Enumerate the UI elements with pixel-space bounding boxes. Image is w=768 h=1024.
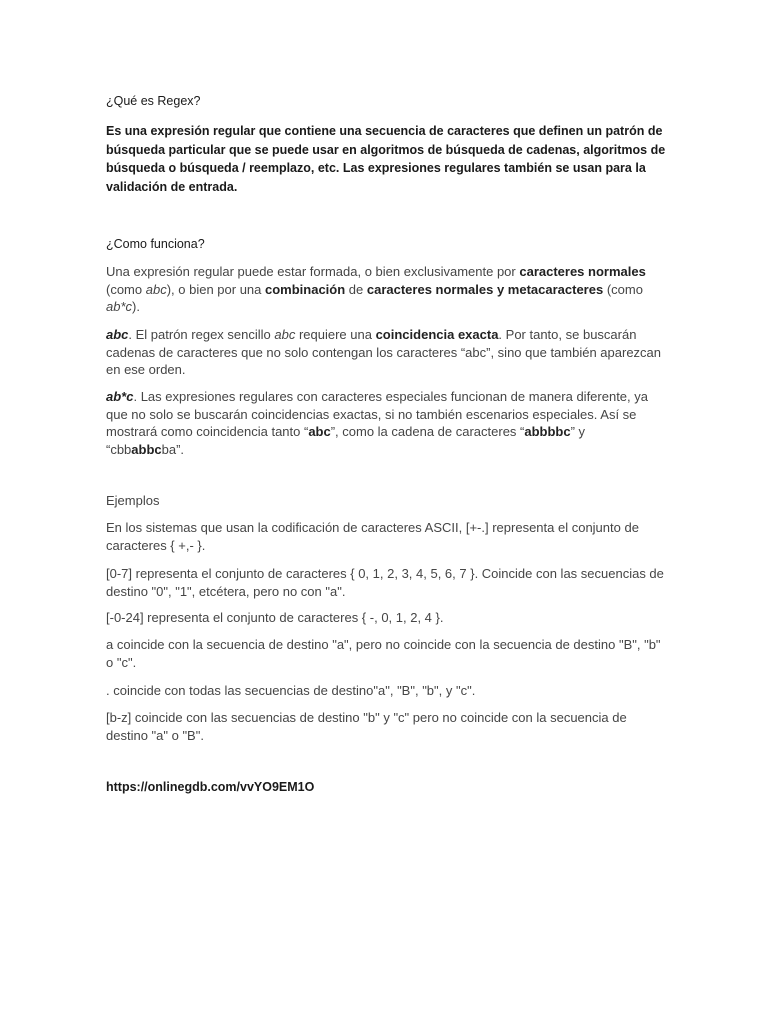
section-heading-ejemplos: Ejemplos [106,493,160,508]
bold-italic-term: abc [106,327,129,342]
section-heading-como-funciona: ¿Como funciona? [106,237,205,251]
italic-example: abc [274,327,296,342]
bold-term: coincidencia exacta [375,327,499,342]
bold-term: caracteres normales y metacaracteres [366,281,604,297]
italic-example: ab*c [106,299,133,314]
text-run: (como [106,281,146,297]
regex-definition-paragraph: Es una expresión regular que contiene una secuencia de caracteres que definen un patrón de búsqueda particular que se puede usar en algoritmos de búsqueda de cadenas, algoritmos de búsqueda o búsqueda / reemplazo, etc. Las expresiones regulares también se usan para la validación de entrada. [106,124,666,194]
text-run: Una expresión regular puede estar formada, o bien exclusivamente por [106,264,520,279]
bold-term: abbbbc [524,424,571,439]
italic-example: abc [145,281,167,297]
text-run: . Las expresiones regulares con caracteres especiales funcionan de manera diferente, ya que no solo se buscarán coincidencias exactas, si no también escenarios especiales. Así se mostrará como coincidencia tanto “ [106,389,648,439]
example-item-dot: . coincide con todas las secuencias de destino"a", "B", "b", y "c". [106,683,476,698]
example-item-ascii: En los sistemas que usan la codificación de caracteres ASCII, [+-.] representa el conjunto de caracteres { +,- }. [106,520,639,553]
text-run: . El patrón regex sencillo [128,327,275,342]
paragraph-abstarc-pattern [106,388,666,458]
example-item-b-z: [b-z] coincide con las secuencias de destino "b" y "c" pero no coincide con la secuencia de destino "a" o "B". [106,710,627,743]
bold-term: combinación [265,281,346,297]
example-item-minus-0-24: [-0-24] representa el conjunto de caracteres { -, 0, 1, 2, 4 }. [106,610,444,625]
paragraph-regex-composition [106,263,666,316]
bold-italic-term: ab*c [106,389,134,404]
example-item-0-7: [0-7] representa el conjunto de caracteres { 0, 1, 2, 3, 4, 5, 6, 7 }. Coincide con las secuencias de destino "0", "1", etcétera, pero no con "a". [106,566,664,599]
text-run: (como [603,281,643,297]
section-heading-que-es-regex: ¿Qué es Regex? [106,94,201,108]
example-item-a: a coincide con la secuencia de destino "a", pero no coincide con la secuencia de destino "B", "b" o "c". [106,637,661,670]
bold-term: caracteres normales [519,264,646,279]
onlinegdb-link[interactable]: https://onlinegdb.com/vvYO9EM1O [106,780,315,794]
text-run: requiere una [295,327,376,342]
text-run: ”, como la cadena de caracteres “ [330,424,525,439]
text-run: ” y “cbb [106,424,586,457]
text-run: ), o bien por una [166,281,265,297]
text-run: ). [132,299,140,314]
paragraph-abc-pattern [106,326,666,379]
text-run: . Por tanto, se buscarán cadenas de caracteres que no solo contengan los caracteres “abc”, sino que también aparezcan en ese orden. [106,327,662,377]
bold-term: abc [308,424,331,439]
bold-term: abbc [131,441,162,457]
text-run: de [345,281,367,297]
text-run: ba”. [161,441,185,457]
